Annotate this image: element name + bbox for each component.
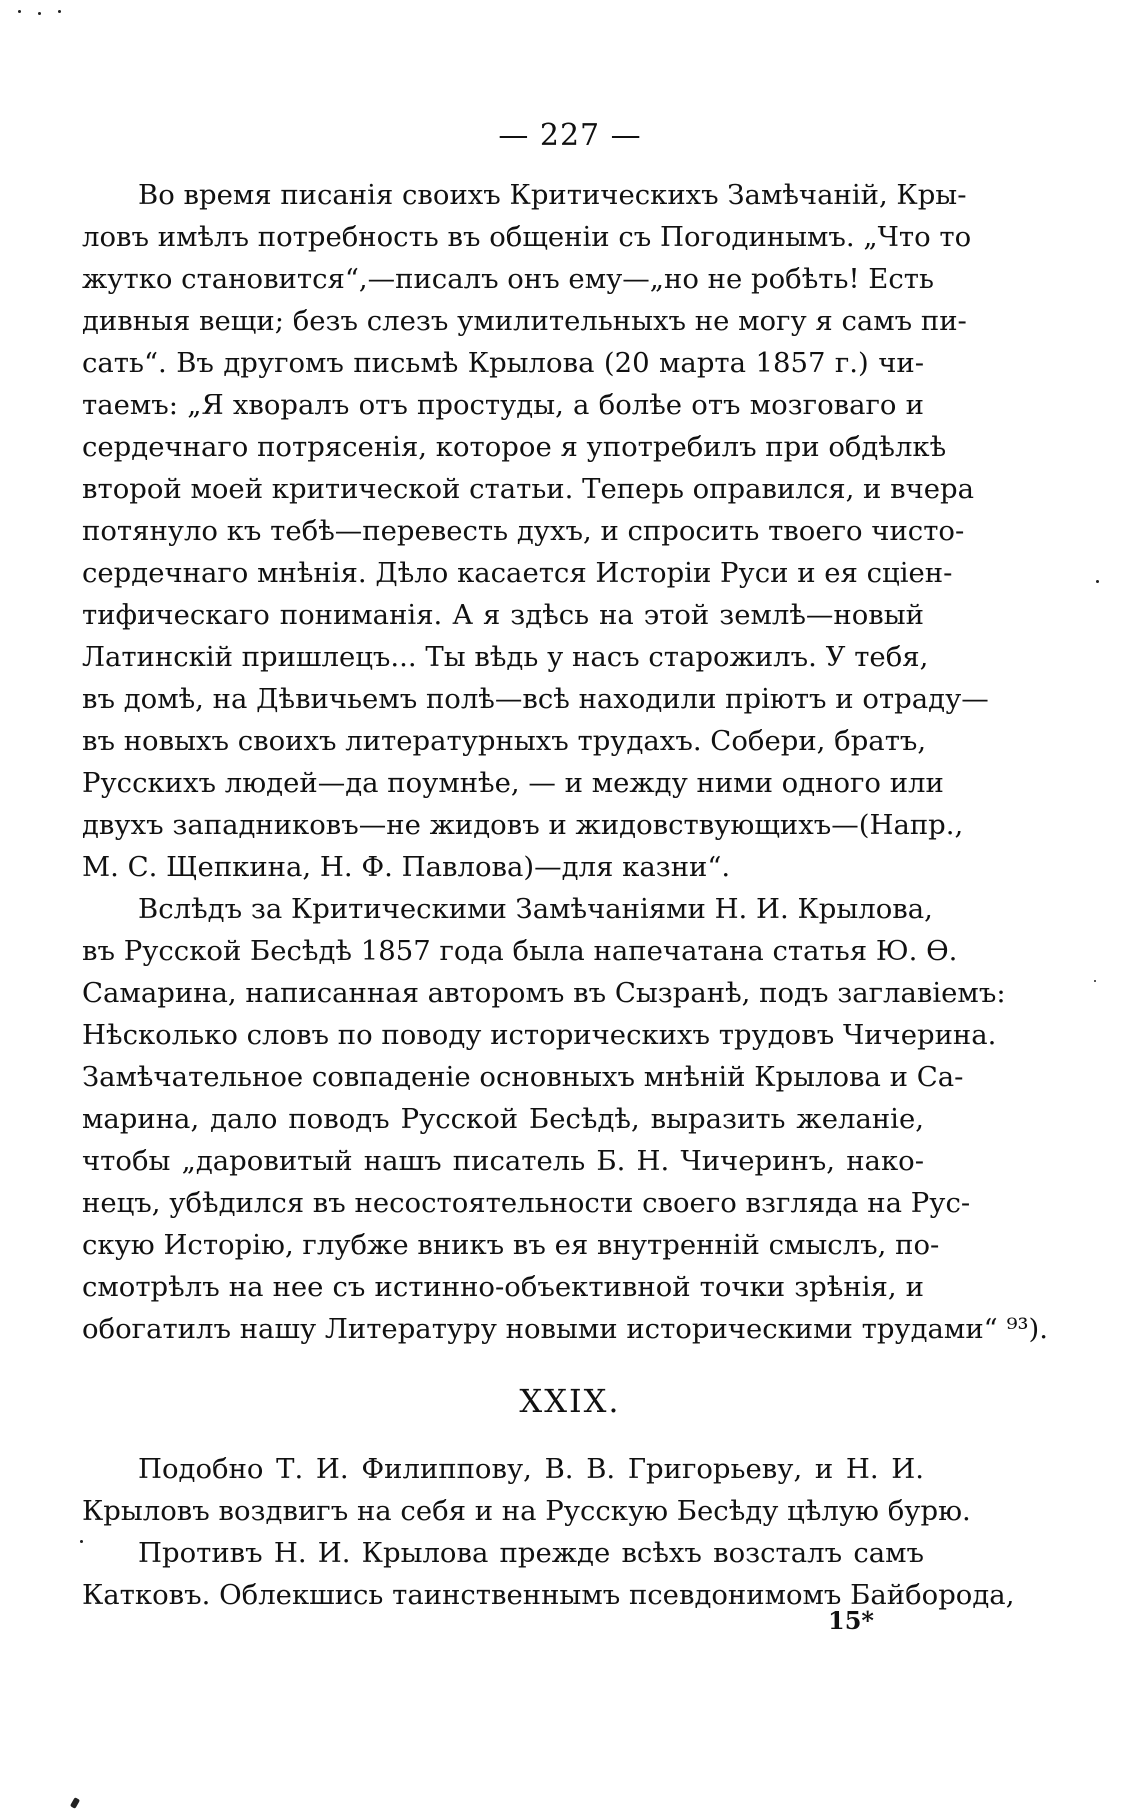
scan-speck (58, 10, 61, 13)
scan-speck (18, 10, 21, 13)
text-line: жутко становится“,—писалъ онъ ему—„но не робѣть! Есть (82, 263, 934, 295)
text-line: тифическаго пониманія. А я здѣсь на этой землѣ—новый (82, 599, 924, 631)
text-line: сердечнаго мнѣнія. Дѣло касается Исторіи Руси и ея сціен- (82, 557, 953, 589)
text-line: дивныя вещи; безъ слезъ умилительныхъ не могу я самъ пи- (82, 305, 967, 337)
text-line: Крыловъ воздвигъ на себя и на Русскую Бесѣду цѣлую бурю. (82, 1495, 971, 1527)
text-line: Латинскій пришлецъ... Ты вѣдь у насъ старожилъ. У тебя, (82, 641, 929, 673)
text-line: скую Исторію, глубже вникъ въ ея внутренній смыслъ, по- (82, 1229, 940, 1261)
text-line: сать“. Въ другомъ письмѣ Крылова (20 марта 1857 г.) чи- (82, 347, 924, 379)
text-line: потянуло къ тебѣ—перевесть духъ, и спросить твоего чисто- (82, 515, 965, 547)
section-heading: XXIX. (519, 1382, 621, 1420)
scan-speck (38, 12, 41, 15)
text-line: Вслѣдъ за Критическими Замѣчаніями Н. И. Крылова, (138, 893, 933, 925)
text-line: двухъ западниковъ—не жидовъ и жидовствующихъ—(Напр., (82, 809, 964, 841)
paragraph-2 (82, 888, 1048, 1350)
text-line: таемъ: „Я хворалъ отъ простуды, а болѣе отъ мозговаго и (82, 389, 924, 421)
text-line: М. С. Щепкина, Н. Ф. Павлова)—для казни“. (82, 851, 731, 883)
page-number: — 227 — (498, 118, 642, 153)
paragraph-3 (82, 1448, 971, 1532)
text-line: чтобы „даровитый нашъ писатель Б. Н. Чичеринъ, нако- (82, 1145, 924, 1177)
scan-speck (80, 1540, 83, 1543)
text-line: нецъ, убѣдился въ несостоятельности своего взгляда на Рус- (82, 1187, 971, 1219)
paragraph-4 (82, 1532, 1015, 1616)
scan-speck (70, 1797, 80, 1809)
text-line: Катковъ. Облекшись таинственнымъ псевдонимомъ Байборода, (82, 1579, 1015, 1611)
signature-mark: 15* (828, 1606, 874, 1635)
text-line: обогатилъ нашу Литературу новыми историческими трудами“ ⁹³). (82, 1313, 1048, 1345)
text-line: въ домѣ, на Дѣвичьемъ полѣ—всѣ находили пріютъ и отраду— (82, 683, 989, 715)
scan-speck (1096, 580, 1099, 583)
text-line: Самарина, написанная авторомъ въ Сызранѣ, подъ заглавіемъ: (82, 977, 1006, 1009)
paragraph-1 (82, 174, 989, 888)
text-line: второй моей критической статьи. Теперь оправился, и вчера (82, 473, 975, 505)
scan-speck (1094, 980, 1096, 982)
text-line: Русскихъ людей—да поумнѣе, — и между ними одного или (82, 767, 944, 799)
text-line: Замѣчательное совпаденіе основныхъ мнѣній Крылова и Са- (82, 1061, 964, 1093)
text-line: въ Русской Бесѣдѣ 1857 года была напечатана статья Ю. Ѳ. (82, 935, 958, 967)
text-line: Нѣсколько словъ по поводу историческихъ трудовъ Чичерина. (82, 1019, 997, 1051)
text-line: марина, дало поводъ Русской Бесѣдѣ, выразить желаніе, (82, 1103, 924, 1135)
text-line: Во время писанія своихъ Критическихъ Замѣчаній, Кры- (138, 179, 967, 211)
text-line: въ новыхъ своихъ литературныхъ трудахъ. Собери, братъ, (82, 725, 927, 757)
text-line: ловъ имѣлъ потребность въ общеніи съ Погодинымъ. „Что то (82, 221, 972, 253)
text-line: смотрѣлъ на нее съ истинно-объективной точки зрѣнія, и (82, 1271, 924, 1303)
text-line: сердечнаго потрясенія, которое я употребилъ при обдѣлкѣ (82, 431, 947, 463)
text-line: Подобно Т. И. Филиппову, В. В. Григорьеву, и Н. И. (138, 1453, 924, 1485)
text-line: Противъ Н. И. Крылова прежде всѣхъ возсталъ самъ (138, 1537, 924, 1569)
